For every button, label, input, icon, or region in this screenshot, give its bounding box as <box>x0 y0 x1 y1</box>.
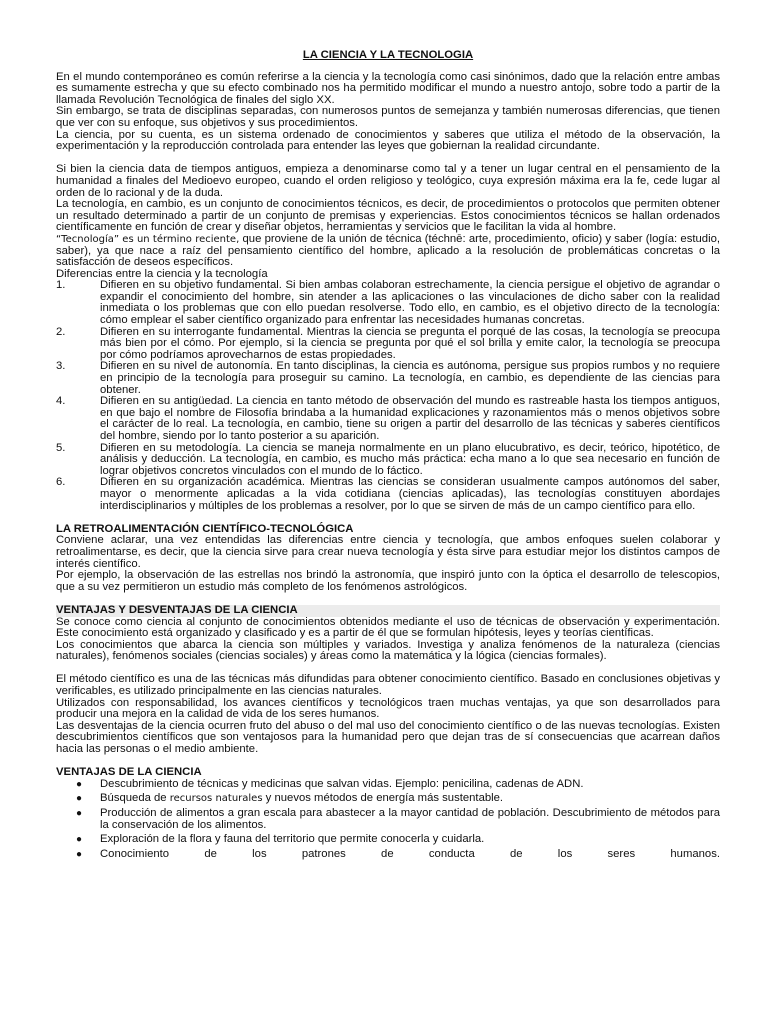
pros-cons-paragraph: Se conoce como ciencia al conjunto de conocimientos obtenidos mediante el uso de técnicas de observación y experimentación. Este conocimiento está organizado y clasificado y es a partir de él que se formulan hipótesis, leyes y teorías científicas. <box>56 615 720 640</box>
item-text: Conocimiento de los patrones de conducta de los seres humanos. <box>100 847 720 860</box>
bullet-icon: ● <box>76 793 83 805</box>
difference-item <box>56 280 720 326</box>
item-number: 2. <box>56 325 66 338</box>
item-number: 5. <box>56 441 66 454</box>
item-text: y nuevos métodos de energía más sustentable. <box>262 792 504 805</box>
history-paragraph: Si bien la ciencia data de tiempos antiguos, empieza a denominarse como tal y a tener un lugar central en el pensamiento de la humanidad a finales del Medioevo europeo, cuando el orden religioso y teológico, cuya expresión máxima era la fe, cede lugar al orden de lo racional y de la duda. <box>56 163 720 199</box>
feedback-paragraph: Conviene aclarar, una vez entendidas las diferencias entre ciencia y tecnología, que ambos enfoques suelen colaborar y retroalimentarse, es decir, que la ciencia sirve para crear nueva tecnología y ésta sirve para estudiar mejor los distintos campos de interés científico. <box>56 534 720 570</box>
item-text: Difieren en su interrogante fundamental. Mientras la ciencia se pregunta el porqué de las cosas, la tecnología se preocupa más bien por el cómo. Por ejemplo, si la ciencia se pregunta por qué el sol brilla y emite calor, la tecnología se preocupa por cómo podríamos aprovecharnos de estas propiedades. <box>100 325 720 361</box>
feedback-paragraph: Por ejemplo, la observación de las estrellas nos brindó la astronomía, que inspiró junto con la óptica el desarrollo de telescopios, que a su vez permitieron un estudio más completo de los fenómenos astrológicos. <box>56 569 720 593</box>
bullet-icon: ● <box>76 848 83 860</box>
difference-item <box>56 327 720 362</box>
item-text: Difieren en su metodología. La ciencia se maneja normalmente en un plano elucubrativo, es decir, teórico, hipotético, de análisis y deducción. La tecnología, en cambio, es mucho más práctica: echa mano a lo que sea necesario en función de lograr objetivos concretos vinculados con el mundo de lo fáctico. <box>100 441 720 477</box>
item-number: 1. <box>56 279 66 292</box>
etymology-paragraph <box>56 234 720 269</box>
item-number: 4. <box>56 395 66 408</box>
item-text: Difieren en su antigüedad. La ciencia en tanto método de observación del mundo es rastreable hasta los tiempos antiguos, en que bajo el nombre de Filosofía brindaba a la humanidad explicaciones y razonamientos más o menos objetivos sobre el carácter de lo real. La tecnología, en cambio, tiene su origen a partir del desarrollo de las técnicas y saberes científicos del hombre, siendo por lo tanto posterior a su aparición. <box>100 395 720 442</box>
document-title: LA CIENCIA Y LA TECNOLOGIA <box>302 49 474 61</box>
benefit-item <box>56 793 720 805</box>
bullet-icon: ● <box>76 778 83 790</box>
pros-cons-paragraph: El método científico es una de las técnicas más difundidas para obtener conocimiento científico. Basado en conclusiones objetivas y verificables, es utilizado principalmente en las ciencias naturales. <box>56 673 720 698</box>
difference-item <box>56 443 720 478</box>
pros-cons-paragraph: Utilizados con responsabilidad, los avances científicos y tecnológicos traen muchas ventajas, ya que son desarrollados para producir una mejora en la calidad de vida de los seres humanos. <box>56 696 720 721</box>
item-text: Búsqueda de <box>100 792 170 805</box>
item-number: 3. <box>56 360 66 373</box>
benefit-item <box>56 779 720 791</box>
benefits-heading: VENTAJAS DE LA CIENCIA <box>56 766 202 779</box>
pros-cons-paragraph: Las desventajas de la ciencia ocurren fruto del abuso o del mal uso del conocimiento científico o de las nuevas tecnologías. Existen descubrimientos científicos que son ventajosos para la humanidad pero que dejan tras de sí consecuencias que acarrean daños hacia las personas o el medio ambiente. <box>56 719 720 756</box>
bullet-icon: ● <box>76 834 83 846</box>
benefit-item <box>56 849 720 861</box>
differences-heading: Diferencias entre la ciencia y la tecnología <box>56 267 268 280</box>
item-text: Descubrimiento de técnicas y medicinas que salvan vidas. Ejemplo: penicilina, cadenas de ADN. <box>100 777 584 790</box>
item-number: 6. <box>56 476 66 489</box>
benefit-item <box>56 834 720 846</box>
pros-cons-paragraph: Los conocimientos que abarca la ciencia son múltiples y variados. Investiga y analiza fenómenos de la naturaleza (ciencias naturales), fenómenos sociales (ciencias sociales) y áreas como la matemática y la lógica (ciencias formales). <box>56 638 720 663</box>
benefit-item <box>56 808 720 831</box>
item-highlight: recursos naturales <box>169 793 263 805</box>
differences-list <box>56 280 720 512</box>
bullet-icon: ● <box>76 808 83 819</box>
item-text: Difieren en su objetivo fundamental. Si bien ambas colaboran estrechamente, la ciencia persigue el objetivo de agrandar o expandir el conocimiento del hombre, sin atender a las aplicaciones o las vinculaciones de dicho saber con la realidad inmediata o los problemas que con ello puedan resolverse. Todo ello, en cambio, es el objetivo directo de la tecnología: cómo emplear el saber científico organizado para enfrentar las necesidades humanas concretas. <box>100 279 720 327</box>
item-text: Difieren en su nivel de autonomía. En tanto disciplinas, la ciencia es autónoma, persigue sus propios rumbos y no requiere en principio de la tecnología para proseguir su camino. La tecnología, en cambio, es dependiente de las ciencias para obtener. <box>100 360 720 396</box>
difference-item <box>56 361 720 396</box>
difference-item <box>56 477 720 512</box>
intro-paragraph: Sin embargo, se trata de disciplinas separadas, con numerosos puntos de semejanza y también numerosas diferencias, que tienen que ver con su enfoque, sus objetivos y sus procedimientos. <box>56 105 720 129</box>
item-text: Producción de alimentos a gran escala para abastecer a la mayor cantidad de población. Descubrimiento de métodos para la conservación de los alimentos. <box>100 807 720 831</box>
item-text: Exploración de la flora y fauna del territorio que permite conocerla y cuidarla. <box>100 833 485 846</box>
feedback-heading: LA RETROALIMENTACIÓN CIENTÍFICO-TECNOLÓGICA <box>56 522 354 535</box>
pros-cons-heading: VENTAJAS Y DESVENTAJAS DE LA CIENCIA <box>56 605 720 617</box>
benefits-list <box>56 779 720 861</box>
paragraph-gap <box>56 512 720 524</box>
history-paragraph: La tecnología, en cambio, es un conjunto de conocimientos técnicos, es decir, de procedimientos o protocolos que permiten obtener un resultado determinado a partir de un conjunto de premisas y experiencias. Estos conocimientos técnicos se hallan ordenados científicamente en función de crear y diseñar objetos, herramientas y servicios que le facilitan la vida al hombre. <box>56 198 720 234</box>
etymology-lead: “Tecnología” es un término reciente, <box>56 233 240 245</box>
item-text: Difieren en su organización académica. Mientras las ciencias se consideran usualmente campos autónomos del saber, mayor o menormente aplicadas a la vida cotidiana (ciencias aplicadas), las tecnologías constituyen abordajes interdisciplinarios y múltiples de los problemas a resolver, por lo que se sirven de más de un campo científico para ello. <box>100 476 720 512</box>
intro-paragraph: La ciencia, por su cuenta, es un sistema ordenado de conocimientos y saberes que utiliza el método de la observación, la experimentación y la reproducción controlada para entender las leyes que gobiernan la realidad circundante. <box>56 128 720 153</box>
etymology-rest: que proviene de la unión de técnica (téchnē: arte, procedimiento, oficio) y saber (logía: estudio, saber), ya que nace a raíz del pensamiento científico del hombre, aplicado a la resolución de problemáticas concretas o la satisfacción de deseos específicos. <box>56 232 721 269</box>
difference-item <box>56 396 720 442</box>
intro-paragraph: En el mundo contemporáneo es común referirse a la ciencia y la tecnología como casi sinónimos, dado que la relación entre ambas es sumamente estrecha y que su efecto combinado nos ha permitido modificar el mundo a nuestro antojo, sobre todo a partir de la llamada Revolución Tecnológica de finales del siglo XX. <box>56 70 720 106</box>
